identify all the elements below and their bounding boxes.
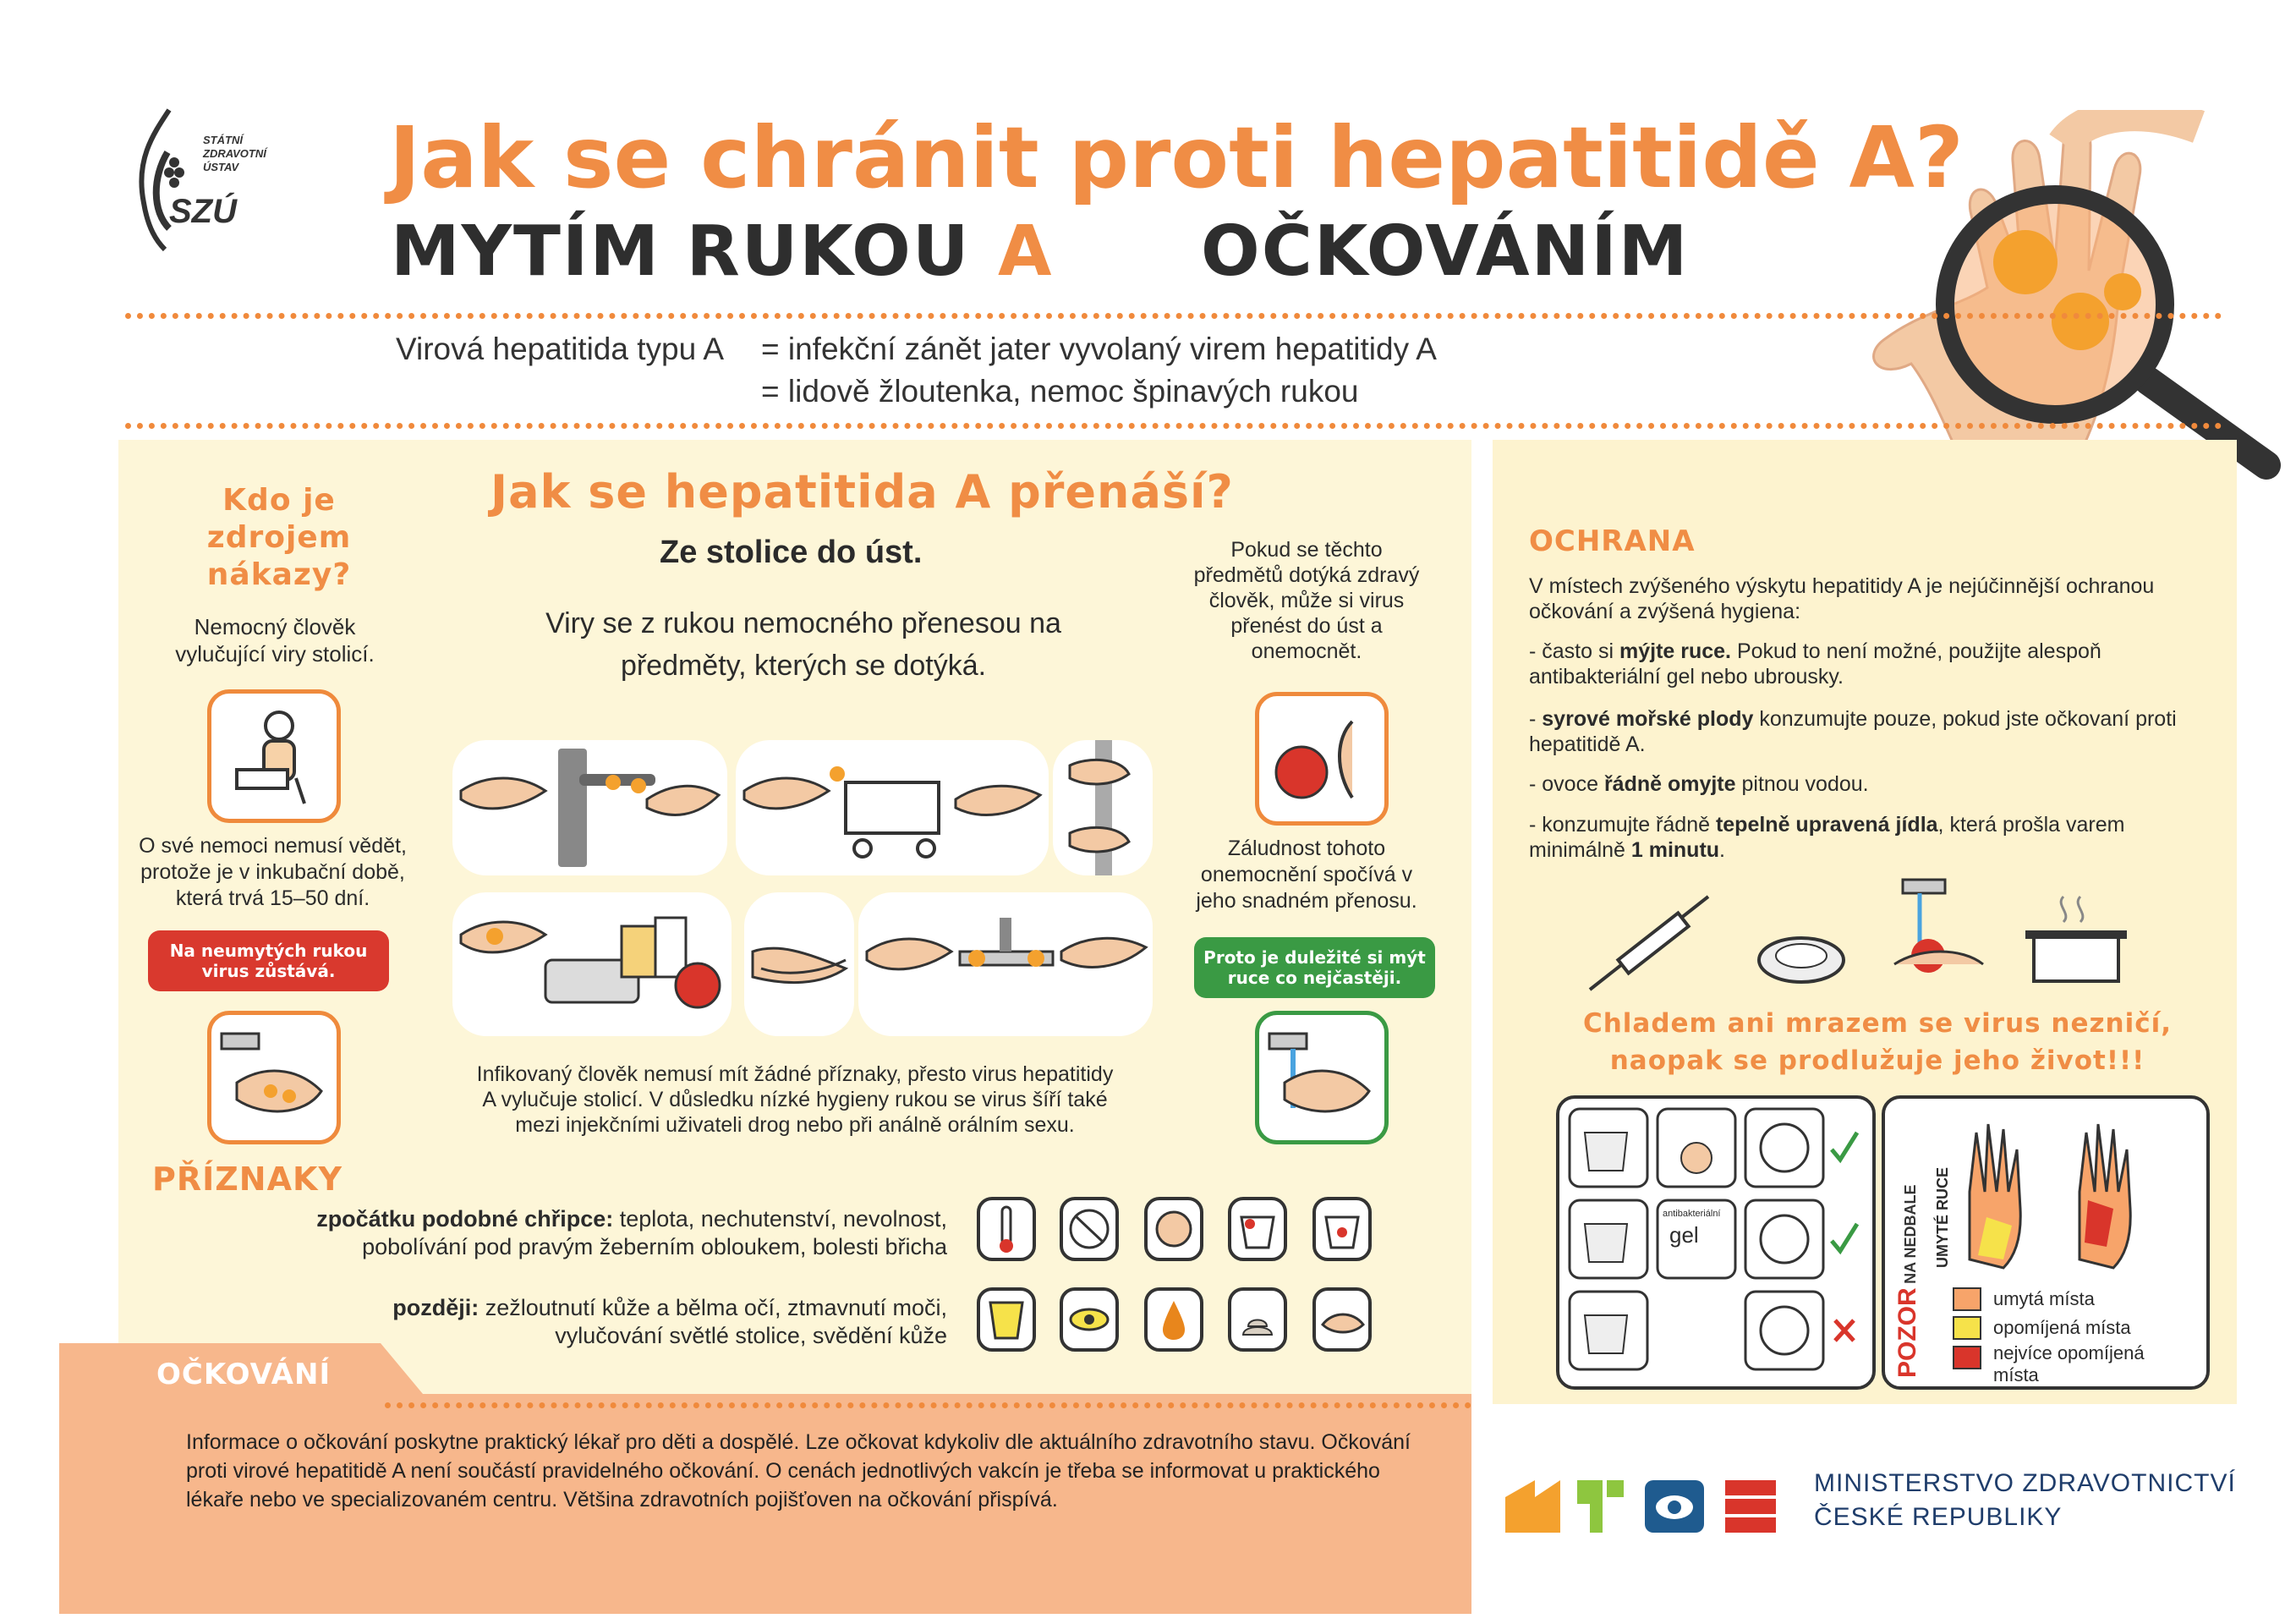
belly-pain-icon: [1312, 1197, 1372, 1261]
source-title: Kdo je zdrojem nákazy?: [206, 483, 352, 592]
protection-item-4-bold: 1 minutu: [1630, 838, 1720, 862]
tile-food: [452, 892, 732, 1036]
green-note-pill: Proto je duležité si mýt ruce co nejčastěji.: [1194, 937, 1435, 998]
protection-item-0-pre: - často si: [1529, 639, 1619, 663]
protection-item-2-post: pitnou vodou.: [1735, 772, 1869, 796]
yellow-skin-icon: [977, 1287, 1036, 1352]
nausea-icon: [1144, 1197, 1203, 1261]
yellow-eye-icon: [1060, 1287, 1119, 1352]
protection-item-1-bold: syrové mořské plody: [1542, 707, 1754, 731]
transmission-text: Viry se z rukou nemocného přenesou na předměty, kterých se dotýká.: [545, 607, 1061, 682]
transmission-right-text: Pokud se těchto předmětů dotýká zdravý člověk, může si virus přenést do úst a onemocnět.: [1193, 538, 1420, 663]
symptoms-early: [304, 1205, 947, 1261]
umyte-ruce-vertical: UMYTÉ RUCE: [1934, 1166, 1951, 1268]
gel-label: antibakteriální: [1663, 1209, 1721, 1219]
legend-label-neglected: opomíjená místa: [1993, 1317, 2131, 1338]
transmission-subtitle: Ze stolice do úst.: [660, 535, 923, 570]
protection-item-4-post: .: [1719, 838, 1725, 862]
divider-mid: [125, 423, 2222, 429]
handwash-icon-right: [1255, 1011, 1389, 1144]
protection-item-1: [1529, 706, 2206, 757]
wash-fruit-icon: [1886, 871, 1987, 998]
symptoms-late: [304, 1294, 947, 1350]
legend: [1953, 1285, 2198, 1386]
legend-label-most-neglected: nejvíce opomíjená místa: [1993, 1342, 2145, 1385]
szu-logo: [118, 102, 288, 254]
symptoms-title: PŘÍZNAKY: [152, 1160, 342, 1198]
legend-item-most-neglected: [1953, 1342, 2198, 1386]
source-text: Nemocný člověk vylučující viry stolicí.: [175, 614, 375, 667]
infected-text: Infikovaný člověk nemusí mít žádné příznaky, přesto virus hepatitidy A vylučuje stolicí. V důsledku nízké hygieny rukou se virus šíří také mezi injekčními uživateli drog nebo při análně orálním sexu.: [476, 1062, 1114, 1137]
hygiene-chart-steps: [1556, 1095, 1876, 1390]
protection-title: OCHRANA: [1529, 524, 1696, 558]
toilet-icon: [207, 689, 341, 823]
transmission-title: Jak se hepatitida A přenáší?: [490, 465, 1234, 518]
pozor-label: POZOR: [1893, 1287, 1921, 1378]
tile-handshake: [744, 892, 854, 1036]
protection-item-0: [1529, 639, 2206, 689]
syringe-icon: [1581, 888, 1717, 998]
legend-swatch-most-neglected: [1953, 1346, 1981, 1369]
symptoms-early-text: teplota, nechutenství, nevolnost, pobolívání pod pravým žeberním obloukem, bolesti břicha: [362, 1206, 947, 1259]
symptoms-late-text: zežloutnutí kůže a bělma očí, ztmavnutí moči, vylučování světlé stolice, svědění kůže: [485, 1295, 947, 1348]
source-incubation: O své nemoci nemusí vědět, protože je v inkubační době, která trvá 15–50 dní.: [139, 834, 407, 910]
dark-urine-icon: [1144, 1287, 1203, 1352]
protection-item-3: [1529, 812, 2206, 863]
definition-term: Virová hepatitida typu A: [396, 332, 725, 366]
legend-label-washed: umytá místa: [1993, 1288, 2095, 1309]
vaccination-text: Informace o očkování poskytne praktický lékař pro děti a dospělé. Lze očkovat kdykoliv dle aktuálního zdravotního stavu. Očkování proti virové hepatitidě A není součástí pravidelného očkování. O cenách jednotlivých vakcín je třeba se informovat u praktického lékaře nebo ve specializovaném centru. Většina zdravotních pojišťoven na očkování přispívá.: [186, 1430, 1411, 1512]
symptoms-early-bold: zpočátku podobné chřipce:: [316, 1206, 614, 1232]
thermometer-icon: [977, 1197, 1036, 1261]
subtitle-vaccination: OČKOVÁNÍM: [1201, 211, 1690, 292]
protection-item-2-bold: řádně omyjte: [1603, 772, 1736, 796]
protection-item-0-post: Pokud to není možné, použijte alespoň antibakteriální gel nebo ubrousky.: [1529, 639, 2101, 689]
protection-item-0-bold: mýjte ruce.: [1619, 639, 1731, 663]
protection-item-2: [1529, 771, 2206, 797]
apple-mouth-icon: [1255, 692, 1389, 826]
definition-line2: = lidově žloutenka, nemoc špinavých rukou: [761, 374, 1359, 409]
ministry-logo: [1505, 1472, 1784, 1535]
protection-item-1-pre: -: [1529, 707, 1543, 731]
definition-line1: = infekční zánět jater vyvolaný virem hepatitidy A: [761, 332, 1437, 366]
protection-item-2-pre: - ovoce: [1529, 772, 1604, 796]
logo-line2: ZDRAVOTNÍ: [203, 147, 266, 160]
legend-item-washed: [1953, 1285, 2198, 1314]
subtitle-handwashing: MYTÍM RUKOU: [391, 211, 971, 292]
ministry-line2: ČESKÉ REPUBLIKY: [1814, 1503, 2063, 1531]
cold-warning: Chladem ani mrazem se virus nezničí, naopak se prodlužuje jeho život!!!: [1582, 1008, 2173, 1076]
vaccination-divider: [385, 1402, 1471, 1408]
danger-text: Záludnost tohoto onemocnění spočívá v jeho snadném přenosu.: [1196, 837, 1417, 913]
handwash-icon-left: [207, 1011, 341, 1144]
page-title: Jak se chránit proti hepatitidě A?: [389, 108, 1964, 207]
logo-line3: ÚSTAV: [203, 161, 239, 173]
legend-item-neglected: [1953, 1314, 2198, 1342]
cooking-pot-icon: [2021, 888, 2131, 990]
ministry-line1: MINISTERSTVO ZDRAVOTNICTVÍ: [1814, 1469, 2236, 1497]
subtitle-and: A: [998, 211, 1053, 292]
legend-swatch-washed: [1953, 1287, 1981, 1311]
warning-pill: Na neumytých rukou virus zůstává.: [148, 930, 389, 991]
no-appetite-icon: [1060, 1197, 1119, 1261]
protection-item-1-post: konzumujte pouze, pokud jste očkovaní proti hepatitidě A.: [1529, 707, 2177, 756]
vaccination-title: OČKOVÁNÍ: [156, 1358, 332, 1391]
logo-text: [203, 134, 266, 174]
hygiene-chart-hands: [1882, 1095, 2210, 1390]
itching-icon: [1312, 1287, 1372, 1352]
tile-shopping-cart: [736, 740, 1049, 875]
protection-item-3-pre: - konzumujte řádně: [1529, 813, 1716, 837]
protection-intro: V místech zvýšeného výskytu hepatitidy A je nejúčinnější ochranou očkování a zvýšená hygiena:: [1529, 574, 2155, 623]
symptoms-late-bold: později:: [392, 1295, 479, 1320]
pale-stool-icon: [1228, 1287, 1287, 1352]
tile-faucet-shared: [858, 892, 1153, 1036]
logo-line1: STÁTNÍ: [203, 134, 243, 146]
protection-item-3-bold: tepelně upravená jídla: [1715, 813, 1938, 837]
logo-abbr: SZÚ: [169, 193, 237, 230]
gel-word: gel: [1669, 1222, 1699, 1248]
legend-swatch-neglected: [1953, 1316, 1981, 1340]
rib-pain-icon: [1228, 1197, 1287, 1261]
na-nedbale-label: NA NEDBALE: [1902, 1184, 1919, 1284]
divider-top: [125, 313, 2222, 319]
oyster-icon: [1751, 914, 1852, 990]
tile-door-handle: [452, 740, 727, 875]
tile-pole: [1053, 740, 1153, 875]
protection-item-3-post: , která prošla varem minimálně: [1529, 813, 2125, 862]
